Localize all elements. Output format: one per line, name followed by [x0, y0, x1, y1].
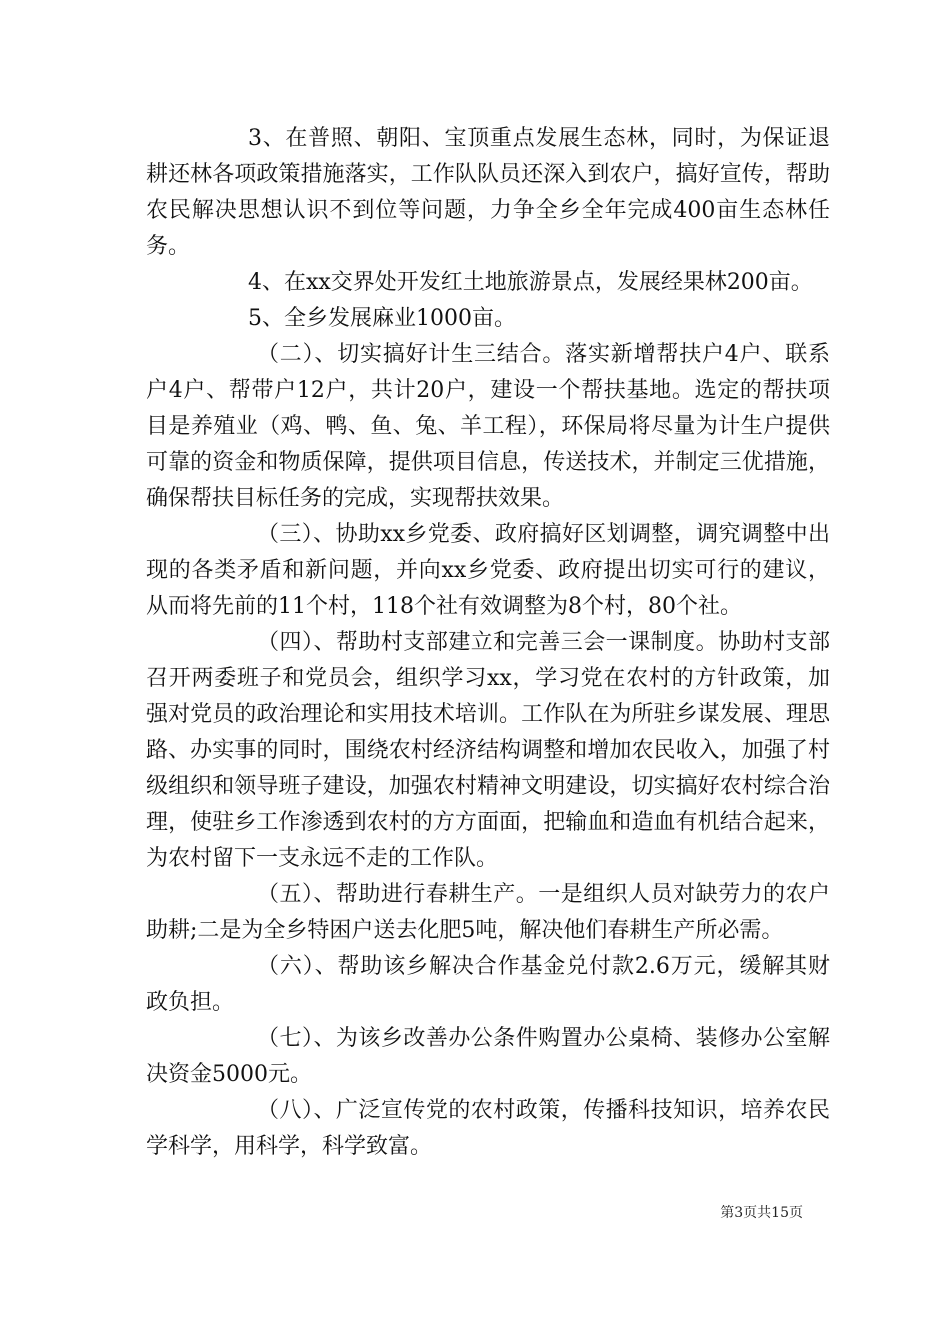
paragraph-item-5: 5、全乡发展麻业1000亩。 [248, 306, 516, 331]
paragraph-section-6: （六）、帮助该乡解决合作基金兑付款2.6万元，缓解其财政负担。 [146, 954, 830, 1015]
paragraph-item-3: 3、在普照、朝阳、宝顶重点发展生态林，同时，为保证退耕还林各项政策措施落实，工作队队员还深入到农户，搞好宣传，帮助农民解决思想认识不到位等问题，力争全乡全年完成400亩生态林任务。 [146, 126, 830, 259]
page-number: 第3页共15页 [720, 1205, 803, 1221]
paragraph-section-7: （七）、为该乡改善办公条件购置办公桌椅、装修办公室解决资金5000元。 [146, 1026, 830, 1087]
paragraph-section-4: （四）、帮助村支部建立和完善三会一课制度。协助村支部召开两委班子和党员会，组织学习xx，学习党在农村的方针政策，加强对党员的政治理论和实用技术培训。工作队在为所驻乡谋发展、理思路、办实事的同时，围绕农村经济结构调整和增加农民收入，加强了村级组织和领导班子建设，加强农村精神文明建设，切实搞好农村综合治理，使驻乡工作渗透到农村的方方面面，把输血和造血有机结合起来，为农村留下一支永远不走的工作队。 [146, 630, 830, 871]
paragraph-section-2: （二）、切实搞好计生三结合。落实新增帮扶户4户、联系户4户、帮带户12户，共计20户，建设一个帮扶基地。选定的帮扶项目是养殖业（鸡、鸭、鱼、兔、羊工程），环保局将尽量为计生户提供可靠的资金和物质保障，提供项目信息，传送技术，并制定三优措施，确保帮扶目标任务的完成，实现帮扶效果。 [146, 342, 830, 511]
paragraph-section-8: （八）、广泛宣传党的农村政策，传播科技知识，培养农民学科学，用科学，科学致富。 [146, 1098, 830, 1159]
paragraph-section-3: （三）、协助xx乡党委、政府搞好区划调整，调究调整中出现的各类矛盾和新问题，并向xx乡党委、政府提出切实可行的建议，从而将先前的11个村，118个社有效调整为8个村，80个社。 [146, 522, 830, 619]
document-body [146, 121, 830, 1165]
paragraph-section-5: （五）、帮助进行春耕生产。一是组织人员对缺劳力的农户助耕;二是为全乡特困户送去化肥5吨，解决他们春耕生产所必需。 [146, 882, 830, 943]
paragraph-item-4: 4、在xx交界处开发红土地旅游景点，发展经果林200亩。 [248, 270, 813, 295]
